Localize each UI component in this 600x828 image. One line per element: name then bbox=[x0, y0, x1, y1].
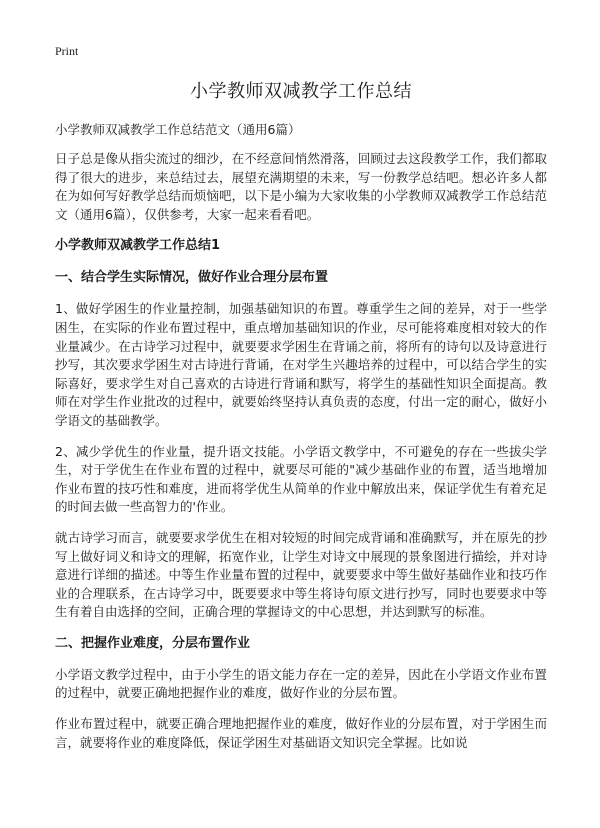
page-title: 小学教师双减教学工作总结 bbox=[190, 81, 412, 102]
article-body bbox=[55, 150, 547, 764]
article-heading: 小学教师双减教学工作总结1 bbox=[55, 238, 221, 254]
section-1-paragraph-1: 1、做好学困生的作业量控制，加强基础知识的布置。尊重学生之间的差异，对于一些学困生，在实际的作业布置过程中，重点增加基础知识的作业，尽可能将难度相对较大的作业量减少。在古诗学习过程中，就要要求学困生在背诵之前，将所有的诗句以及诗意进行抄写，其次要求学困生对古诗进行背诵，在对学生兴趣培养的过程中，可以结合学生的实际喜好，要求学生对自己喜欢的古诗进行背诵和默写，将学生的基础性知识全面提高。教师在对学生作业批改的过程中，就要始终坚持认真负责的态度，付出一定的耐心，做好小学语文的基础教学。 bbox=[55, 301, 547, 428]
section-2-heading: 二、把握作业难度，分层布置作业 bbox=[55, 635, 251, 651]
section-1-paragraph-2: 2、减少学优生的作业量，提升语文技能。小学语文教学中，不可避免的存在一些拔尖学生，对于学优生在作业布置的过程中，就要尽可能的"减少基础作业的布置，适当地增加作业布置的技巧性和难度，进而将学优生从简单的作业中解放出来，保证学优生有着充足的时间去做一些高智力的'作业。 bbox=[55, 443, 547, 515]
section-1-paragraph-3: 就古诗学习而言，就要要求学优生在相对较短的时间完成背诵和准确默写，并在原先的抄写上做好词义和诗文的理解，拓宽作业，让学生对诗文中展现的景象图进行描绘，并对诗意进行详细的描述。中等生作业量布置的过程中，就要要求中等生做好基础作业和技巧作业的合理联系，在古诗学习中，既要要求中等生将诗句原文进行抄写，同时也要要求中等生有着自由选择的空间，正确合理的掌握诗文的中心思想，并达到默写的标准。 bbox=[55, 529, 547, 620]
section-2-paragraph-2: 作业布置过程中，就要正确合理地把握作业的难度，做好作业的分层布置，对于学困生而言，就要将作业的难度降低，保证学困生对基础语文知识完全掌握。比如说 bbox=[55, 716, 547, 750]
intro-paragraph: 日子总是像从指尖流过的细沙，在不经意间悄然滑落，回顾过去这段教学工作，我们都取得了很大的进步，来总结过去，展望充满期望的未来，写一份教学总结吧。想必许多人都在为如何写好教学总结而烦恼吧，以下是小编为大家收集的小学教师双减教学工作总结范文（通用6篇），仅供参考，大家一起来看看吧。 bbox=[55, 151, 547, 222]
print-link[interactable]: Print bbox=[55, 44, 79, 58]
section-1-heading: 一、结合学生实际情况，做好作业合理分层布置 bbox=[55, 270, 329, 286]
section-2-paragraph-1: 小学语文教学过程中，由于小学生的语文能力存在一定的差异，因此在小学语文作业布置的过程中，就要正确地把握作业的难度，做好作业的分层布置。 bbox=[55, 666, 547, 701]
page-subtitle: 小学教师双减教学工作总结范文（通用6篇） bbox=[55, 122, 301, 137]
